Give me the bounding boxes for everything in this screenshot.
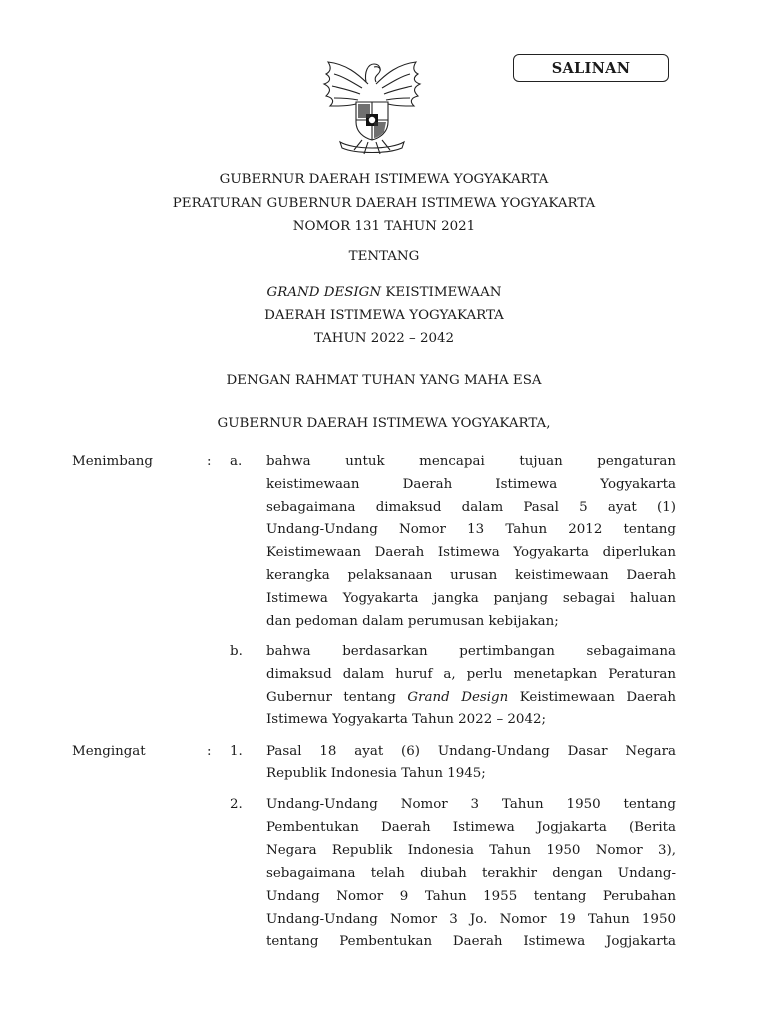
gubernur-line: GUBERNUR DAERAH ISTIMEWA YOGYAKARTA, [217, 416, 551, 431]
menimbang-a-line-1: bahwa untuk mencapai tujuan pengaturan [266, 454, 676, 469]
item-marker-a: a. [230, 454, 243, 469]
mengingat-colon: : [207, 744, 212, 759]
header-line-2: PERATURAN GUBERNUR DAERAH ISTIMEWA YOGYAKARTA [172, 196, 596, 211]
b-line3-post: Keistimewaan Daerah [508, 690, 677, 705]
menimbang-b-line-1: bahwa berdasarkan pertimbangan sebagaimana [266, 644, 676, 659]
rahmat-line: DENGAN RAHMAT TUHAN YANG MAHA ESA [226, 373, 542, 388]
mengingat-2-line-2: Pembentukan Daerah Istimewa Jogjakarta (Berita [266, 820, 676, 835]
menimbang-b-line-4: Istimewa Yogyakarta Tahun 2022 – 2042; [266, 712, 547, 727]
mengingat-1-line-1: Pasal 18 ayat (6) Undang-Undang Dasar Negara [266, 744, 676, 759]
menimbang-a-line-7: Istimewa Yogyakarta jangka panjang sebagai haluan [266, 591, 676, 606]
mengingat-2-line-5: Undang Nomor 9 Tahun 1955 tentang Perubahan [266, 889, 676, 904]
regulation-title-line-3: TAHUN 2022 – 2042 [313, 331, 455, 346]
title-rest: KEISTIMEWAAN [381, 285, 502, 300]
header-line-1: GUBERNUR DAERAH ISTIMEWA YOGYAKARTA [219, 172, 549, 187]
menimbang-a-line-2: keistimewaan Daerah Istimewa Yogyakarta [266, 477, 676, 492]
item-marker-2: 2. [230, 797, 243, 812]
menimbang-colon: : [207, 454, 212, 469]
mengingat-1-line-2: Republik Indonesia Tahun 1945; [266, 766, 486, 781]
mengingat-2-line-7: tentang Pembentukan Daerah Istimewa Jogjakarta [266, 934, 676, 949]
menimbang-a-line-3: sebagaimana dimaksud dalam Pasal 5 ayat (1) [266, 500, 676, 515]
regulation-title-line-2: DAERAH ISTIMEWA YOGYAKARTA [264, 308, 504, 323]
b-line3-pre: Gubernur tentang [266, 690, 408, 705]
item-marker-1: 1. [230, 744, 243, 759]
b-line3-italic: Grand Design [407, 690, 509, 705]
header-line-3: NOMOR 131 TAHUN 2021 [292, 219, 476, 234]
title-italic: GRAND DESIGN [266, 285, 382, 300]
menimbang-a-line-8: dan pedoman dalam perumusan kebijakan; [266, 614, 559, 629]
mengingat-2-line-6: Undang-Undang Nomor 3 Jo. Nomor 19 Tahun 1950 [266, 912, 676, 927]
mengingat-2-line-3: Negara Republik Indonesia Tahun 1950 Nomor 3), [266, 843, 676, 858]
item-marker-b: b. [230, 644, 243, 659]
garuda-emblem-icon [318, 54, 426, 158]
menimbang-a-line-5: Keistimewaan Daerah Istimewa Yogyakarta diperlukan [266, 545, 676, 560]
mengingat-label: Mengingat [72, 744, 146, 759]
mengingat-2-line-1: Undang-Undang Nomor 3 Tahun 1950 tentang [266, 797, 676, 812]
menimbang-b-line-2: dimaksud dalam huruf a, perlu menetapkan Peraturan [266, 667, 676, 682]
mengingat-2-line-4: sebagaimana telah diubah terakhir dengan Undang- [266, 866, 676, 881]
menimbang-label: Menimbang [72, 454, 153, 469]
regulation-title-line-1 [0, 285, 768, 300]
menimbang-b-line-3 [266, 690, 676, 705]
menimbang-a-line-4: Undang-Undang Nomor 13 Tahun 2012 tentang [266, 522, 676, 537]
salinan-badge: SALINAN [513, 54, 669, 82]
menimbang-a-line-6: kerangka pelaksanaan urusan keistimewaan Daerah [266, 568, 676, 583]
tentang-heading: TENTANG [348, 249, 420, 264]
